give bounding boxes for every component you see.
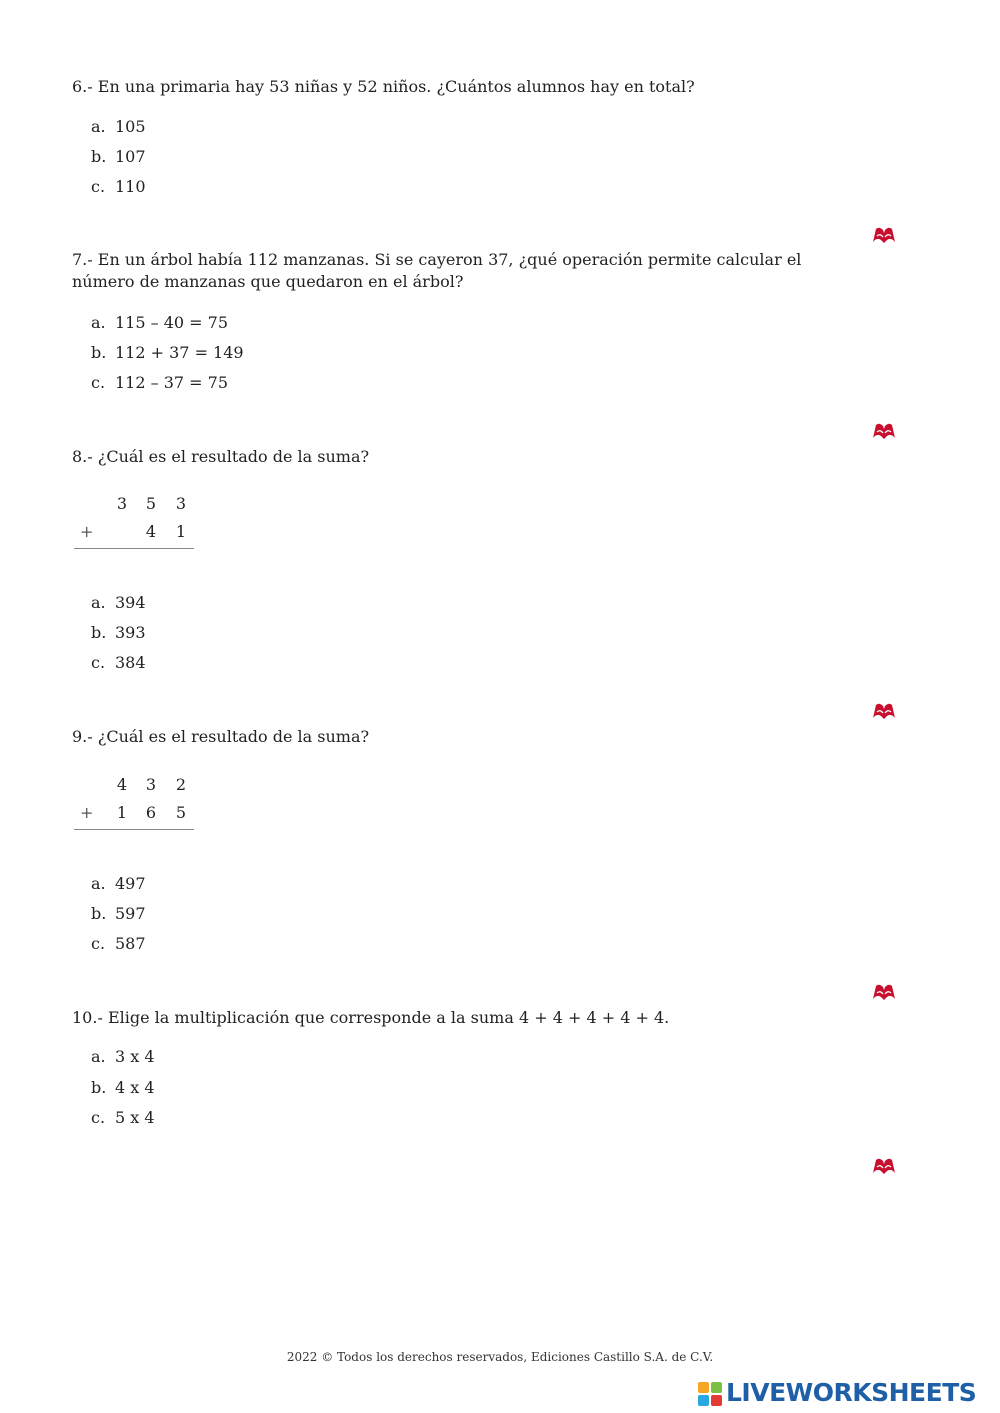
macmillan-logo-icon bbox=[872, 224, 896, 244]
option-8b[interactable]: b. 393 bbox=[91, 623, 146, 642]
plus-sign: + bbox=[80, 803, 94, 822]
question-10-text: 10.- Elige la multiplicación que corresponde a la suma 4 + 4 + 4 + 4 + 4. bbox=[72, 1008, 670, 1027]
option-7b[interactable]: b. 112 + 37 = 149 bbox=[91, 343, 244, 362]
option-10c[interactable]: c. 5 x 4 bbox=[91, 1108, 155, 1127]
option-6b[interactable]: b. 107 bbox=[91, 147, 146, 166]
liveworksheets-logo-icon bbox=[698, 1382, 722, 1406]
macmillan-logo-icon bbox=[872, 700, 896, 720]
digit: 5 bbox=[175, 803, 187, 822]
option-8a[interactable]: a. 394 bbox=[91, 593, 146, 612]
copyright-footer: 2022 © Todos los derechos reservados, Ediciones Castillo S.A. de C.V. bbox=[286, 1350, 714, 1364]
sum-rule bbox=[74, 829, 194, 830]
option-7c[interactable]: c. 112 – 37 = 75 bbox=[91, 373, 229, 392]
plus-sign: + bbox=[80, 522, 94, 541]
question-8-text: 8.- ¿Cuál es el resultado de la suma? bbox=[72, 447, 370, 466]
option-9c[interactable]: c. 587 bbox=[91, 934, 146, 953]
option-8c[interactable]: c. 384 bbox=[91, 653, 146, 672]
macmillan-logo-icon bbox=[872, 1155, 896, 1175]
digit: 1 bbox=[175, 522, 187, 541]
question-9-text: 9.- ¿Cuál es el resultado de la suma? bbox=[72, 727, 370, 746]
macmillan-logo-icon bbox=[872, 420, 896, 440]
option-6c[interactable]: c. 110 bbox=[91, 177, 146, 196]
digit: 3 bbox=[175, 494, 187, 513]
digit: 4 bbox=[116, 775, 128, 794]
digit: 2 bbox=[175, 775, 187, 794]
digit: 1 bbox=[116, 803, 128, 822]
digit: 3 bbox=[116, 494, 128, 513]
digit: 4 bbox=[145, 522, 157, 541]
question-7-text: 7.- En un árbol había 112 manzanas. Si se cayeron 37, ¿qué operación permite calcular el número de manzanas que quedaron en el árbol? bbox=[72, 250, 802, 291]
option-10a[interactable]: a. 3 x 4 bbox=[91, 1047, 155, 1066]
option-9b[interactable]: b. 597 bbox=[91, 904, 146, 923]
digit: 5 bbox=[145, 494, 157, 513]
question-6-text: 6.- En una primaria hay 53 niñas y 52 niños. ¿Cuántos alumnos hay en total? bbox=[72, 77, 695, 96]
option-7a[interactable]: a. 115 – 40 = 75 bbox=[91, 313, 229, 332]
addition-problem-9 bbox=[72, 775, 196, 831]
liveworksheets-brand[interactable] bbox=[698, 1376, 998, 1410]
liveworksheets-wordmark: LIVEWORKSHEETS bbox=[726, 1378, 977, 1407]
option-6a[interactable]: a. 105 bbox=[91, 117, 146, 136]
option-9a[interactable]: a. 497 bbox=[91, 874, 146, 893]
digit: 3 bbox=[145, 775, 157, 794]
macmillan-logo-icon bbox=[872, 981, 896, 1001]
addition-problem-8 bbox=[72, 494, 196, 550]
option-10b[interactable]: b. 4 x 4 bbox=[91, 1078, 155, 1097]
digit: 6 bbox=[145, 803, 157, 822]
sum-rule bbox=[74, 548, 194, 549]
